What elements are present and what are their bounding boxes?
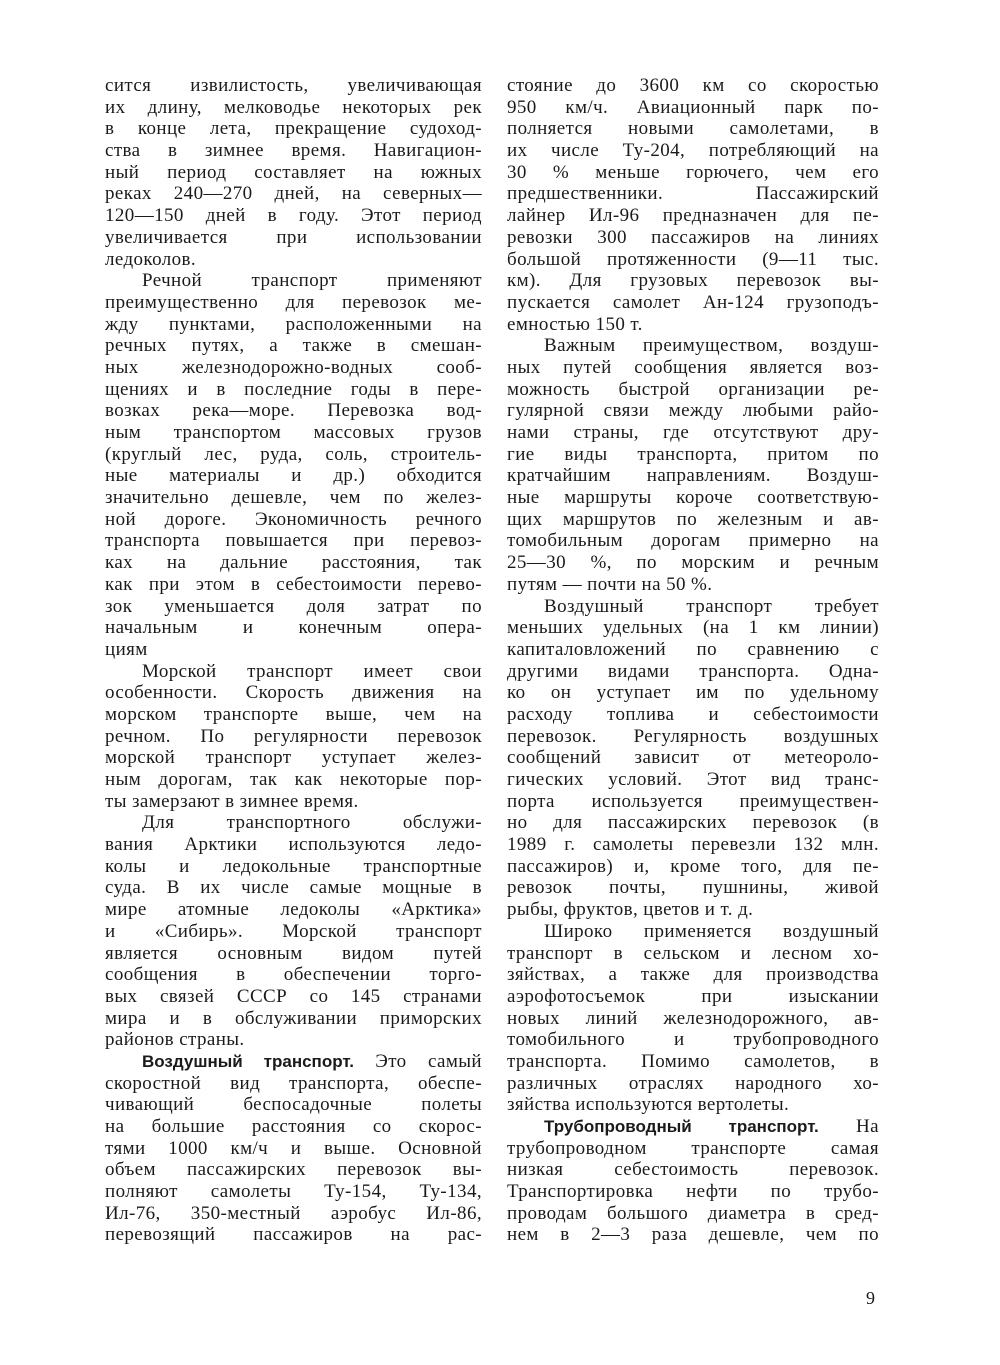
text-line xyxy=(507,1138,879,1160)
text-line xyxy=(105,704,482,726)
text-line xyxy=(105,726,482,748)
text-line xyxy=(105,856,482,878)
text-line xyxy=(105,552,482,574)
line-text: ты замерзают в зимнее время. xyxy=(105,790,359,812)
text-line xyxy=(507,769,879,791)
text-line xyxy=(507,1008,879,1030)
line-text: нем в 2—3 раза дешевле, чем по xyxy=(507,1224,879,1246)
line-text: нами страны, где отсутствуют дру- xyxy=(507,422,879,443)
line-text: можность быстрой организации ре- xyxy=(507,378,879,400)
text-line xyxy=(507,747,879,769)
line-text: 950 км/ч. Авиационный парк по- xyxy=(507,96,879,118)
text-line xyxy=(507,899,879,921)
text-line xyxy=(507,465,879,487)
text-line xyxy=(507,1203,879,1225)
text-line xyxy=(105,639,482,661)
text-line xyxy=(507,509,879,531)
line-text: сообщений зависит от метеороло- xyxy=(507,747,879,769)
text-line xyxy=(105,444,482,466)
text-line xyxy=(105,769,482,791)
text-line xyxy=(105,75,482,97)
text-line xyxy=(105,97,482,119)
line-text: полняется новыми самолетами, в xyxy=(507,118,879,140)
line-text: аэрофотосъемок при изыскании xyxy=(507,985,879,1007)
text-line xyxy=(105,335,482,357)
line-text: большой протяженности (9—11 тыс. xyxy=(507,248,879,270)
line-text: томобильного и трубопроводного xyxy=(507,1029,879,1051)
line-text: (круглый лес, руда, соль, строитель- xyxy=(105,443,482,465)
line-text: ледоколов. xyxy=(105,248,197,270)
line-text: путям — почти на 50 %. xyxy=(507,573,713,595)
line-text: Это самый xyxy=(353,1050,482,1072)
text-line xyxy=(105,465,482,487)
text-line xyxy=(105,1203,482,1225)
text-line xyxy=(105,986,482,1008)
line-text: предшественники. Пассажирский xyxy=(507,183,879,205)
line-text: перевозящий пассажиров на рас- xyxy=(105,1224,482,1246)
text-line xyxy=(105,1181,482,1203)
text-line xyxy=(105,509,482,531)
text-line xyxy=(507,1159,879,1181)
line-text: зяйствах, а также для производства xyxy=(507,964,879,986)
text-line xyxy=(507,986,879,1008)
line-text: зяйства используются вертолеты. xyxy=(507,1094,790,1116)
line-text: значительно дешевле, чем по желез- xyxy=(105,487,482,509)
text-line xyxy=(507,118,879,140)
line-text: вых связей СССР со 145 странами xyxy=(105,985,482,1007)
text-line xyxy=(105,661,482,683)
text-line xyxy=(507,1094,879,1116)
line-text: сообщения в обеспечении торго- xyxy=(105,964,482,986)
text-line xyxy=(105,530,482,552)
line-text: Речной транспорт применяют xyxy=(142,270,482,292)
text-line xyxy=(105,1116,482,1138)
line-text: их длину, мелководье некоторых рек xyxy=(105,96,482,118)
line-text: речном. По регулярности перевозок xyxy=(105,725,482,747)
text-line xyxy=(507,335,879,357)
text-column-right xyxy=(507,75,879,1246)
line-text: капиталовложений по сравнению с xyxy=(507,638,879,660)
line-text: преимущественно для перевозок ме- xyxy=(105,291,482,313)
line-text: морской транспорт уступает желез- xyxy=(105,747,482,769)
line-text: щих маршрутов по железным и ав- xyxy=(507,508,879,530)
text-line xyxy=(105,1224,482,1246)
line-text: На xyxy=(818,1116,879,1137)
line-text: меньших удельных (на 1 км линии) xyxy=(507,617,879,639)
line-text: вания Арктики используются ледо- xyxy=(105,834,482,856)
line-text: суда. В их числе самые мощные в xyxy=(105,877,482,899)
text-line xyxy=(105,1159,482,1181)
text-line xyxy=(507,1051,879,1073)
text-line xyxy=(507,1116,879,1138)
line-text: на большие расстояния со скорос- xyxy=(105,1116,482,1137)
line-text: 1989 г. самолеты перевезли 132 млн. xyxy=(507,834,879,856)
text-line xyxy=(105,682,482,704)
line-text: транспорт в сельском и лесном хо- xyxy=(507,942,879,964)
line-text: ным дорогам, так как некоторые пор- xyxy=(105,769,482,790)
text-line xyxy=(105,249,482,271)
text-line xyxy=(507,574,879,596)
line-text: Ил-76, 350-местный аэробус Ил-86, xyxy=(105,1202,482,1224)
text-line xyxy=(507,596,879,618)
line-text: является основным видом путей xyxy=(105,942,482,964)
line-text: порта используется преимуществен- xyxy=(507,790,879,812)
text-line xyxy=(105,314,482,336)
text-line xyxy=(105,292,482,314)
line-text: рыбы, фруктов, цветов и т. д. xyxy=(507,899,754,921)
text-line xyxy=(507,227,879,249)
line-text: ных железнодорожно-водных сооб- xyxy=(105,356,482,378)
line-text: трубопроводном транспорте самая xyxy=(507,1137,879,1159)
line-text: сится извилистость, увеличивающая xyxy=(105,75,482,96)
text-line xyxy=(507,834,879,856)
line-text: кратчайшим направлениям. Воздуш- xyxy=(507,465,879,487)
section-heading: Трубопроводный транспорт. xyxy=(544,1117,819,1136)
text-line xyxy=(105,574,482,596)
text-line xyxy=(507,856,879,878)
text-line xyxy=(507,530,879,552)
line-text: ных путей сообщения является воз- xyxy=(507,356,879,378)
line-text: ной дороге. Экономичность речного xyxy=(105,508,482,530)
line-text: зок уменьшается доля затрат по xyxy=(105,595,482,617)
text-line xyxy=(507,617,879,639)
line-text: расходу топлива и себестоимости xyxy=(507,703,879,725)
line-text: начальным и конечным опера- xyxy=(105,617,482,639)
text-line xyxy=(507,1029,879,1051)
line-text: проводам большого диаметра в сред- xyxy=(507,1202,879,1224)
line-text: томобильным дорогам примерно на xyxy=(507,530,879,552)
line-text: и «Сибирь». Морской транспорт xyxy=(105,920,482,942)
text-line xyxy=(105,921,482,943)
text-line xyxy=(105,964,482,986)
text-line xyxy=(507,1224,879,1246)
text-line xyxy=(507,444,879,466)
line-text: ный период составляет на южных xyxy=(105,161,482,183)
text-line xyxy=(105,877,482,899)
text-line xyxy=(507,97,879,119)
line-text: колы и ледокольные транспортные xyxy=(105,855,482,877)
line-text: как при этом в себестоимости перево- xyxy=(105,573,482,595)
line-text: ревозок почты, пушнины, живой xyxy=(507,877,879,899)
line-text: ках на дальние расстояния, так xyxy=(105,552,482,574)
line-text: ные материалы и др.) обходится xyxy=(105,465,482,487)
text-line xyxy=(105,1029,482,1051)
text-line xyxy=(507,943,879,965)
line-text: Для транспортного обслужи- xyxy=(142,812,482,834)
line-text: км). Для грузовых перевозок вы- xyxy=(507,270,879,292)
line-text: тями 1000 км/ч и выше. Основной xyxy=(105,1137,482,1159)
text-line xyxy=(105,834,482,856)
text-line xyxy=(507,726,879,748)
text-line xyxy=(105,487,482,509)
text-line xyxy=(105,899,482,921)
text-line xyxy=(507,1181,879,1203)
text-line xyxy=(507,964,879,986)
line-text: гулярной связи между любыми райо- xyxy=(507,400,879,422)
line-text: пускается самолет Ан-124 грузоподъ- xyxy=(507,291,879,313)
text-line xyxy=(507,400,879,422)
line-text: 120—150 дней в году. Этот период xyxy=(105,205,482,227)
line-text: Воздушный транспорт требует xyxy=(544,595,879,617)
text-line xyxy=(507,162,879,184)
line-text: скоростной вид транспорта, обеспе- xyxy=(105,1072,482,1094)
line-text: жду пунктами, расположенными на xyxy=(105,313,482,335)
text-line xyxy=(507,552,879,574)
text-line xyxy=(105,357,482,379)
text-line xyxy=(105,227,482,249)
text-line xyxy=(507,270,879,292)
line-text: низкая себестоимость перевозок. xyxy=(507,1159,879,1181)
line-text: речных путях, а также в смешан- xyxy=(105,335,482,357)
text-line xyxy=(105,596,482,618)
text-line xyxy=(507,292,879,314)
text-line xyxy=(105,400,482,422)
line-text: Важным преимуществом, воздуш- xyxy=(544,335,879,357)
text-line xyxy=(507,75,879,97)
text-line xyxy=(507,639,879,661)
line-text: ные маршруты короче соответствую- xyxy=(507,487,879,509)
line-text: в конце лета, прекращение судоход- xyxy=(105,118,482,140)
line-text: пассажиров) и, кроме того, для пе- xyxy=(507,855,879,877)
line-text: ным транспортом массовых грузов xyxy=(105,422,482,443)
text-line xyxy=(507,314,879,336)
line-text: морском транспорте выше, чем на xyxy=(105,703,482,725)
line-text: транспорта повышается при перевоз- xyxy=(105,530,482,552)
line-text: емностью 150 т. xyxy=(507,313,643,335)
text-line xyxy=(105,183,482,205)
line-text: мира и в обслуживании приморских xyxy=(105,1007,482,1029)
line-text: различных отраслях народного хо- xyxy=(507,1072,879,1094)
line-text: лайнер Ил-96 предназначен для пе- xyxy=(507,205,879,227)
line-text: объем пассажирских перевозок вы- xyxy=(105,1159,482,1181)
text-line xyxy=(507,357,879,379)
line-text: полняют самолеты Ту-154, Ту-134, xyxy=(105,1181,482,1203)
line-text: циям xyxy=(105,638,148,660)
line-text: стояние до 3600 км со скоростью xyxy=(507,75,879,96)
line-text: перевозок. Регулярность воздушных xyxy=(507,725,879,747)
line-text: новых линий железнодорожного, ав- xyxy=(507,1007,879,1029)
line-text: особенности. Скорость движения на xyxy=(105,682,482,704)
text-line xyxy=(507,205,879,227)
page-number: 9 xyxy=(866,1288,875,1308)
text-line xyxy=(507,661,879,683)
line-text: 30 % меньше горючего, чем его xyxy=(507,161,879,183)
text-line xyxy=(105,812,482,834)
text-line xyxy=(105,118,482,140)
text-line xyxy=(507,487,879,509)
text-line xyxy=(105,379,482,401)
section-heading: Воздушный транспорт. xyxy=(142,1051,354,1071)
text-line xyxy=(105,140,482,162)
line-text: увеличивается при использовании xyxy=(105,226,482,248)
line-text: Морской транспорт имеет свои xyxy=(142,660,482,682)
text-column-left xyxy=(105,75,482,1246)
line-text: гических условий. Этот вид транс- xyxy=(507,769,879,790)
line-text: другими видами транспорта. Одна- xyxy=(507,660,879,682)
line-text: возках река—море. Перевозка вод- xyxy=(105,400,482,422)
text-line xyxy=(105,1051,482,1073)
text-line xyxy=(105,791,482,813)
text-line xyxy=(105,162,482,184)
line-text: реках 240—270 дней, на северных— xyxy=(105,183,482,205)
line-text: мире атомные ледоколы «Арктика» xyxy=(105,899,482,921)
text-line xyxy=(105,422,482,444)
text-line xyxy=(507,921,879,943)
line-text: Широко применяется воздушный xyxy=(544,920,879,942)
text-line xyxy=(507,183,879,205)
line-text: ства в зимнее время. Навигацион- xyxy=(105,140,482,162)
line-text: но для пассажирских перевозок (в xyxy=(507,812,879,834)
line-text: районов страны. xyxy=(105,1029,245,1051)
line-text: щениях и в последние годы в пере- xyxy=(105,378,482,400)
text-line xyxy=(507,704,879,726)
text-line xyxy=(507,877,879,899)
line-text: чивающий беспосадочные полеты xyxy=(105,1094,482,1116)
line-text: ко он уступает им по удельному xyxy=(507,682,879,704)
text-line xyxy=(507,140,879,162)
text-line xyxy=(105,205,482,227)
text-line xyxy=(105,1138,482,1160)
text-line xyxy=(507,1073,879,1095)
text-line xyxy=(105,617,482,639)
line-text: их числе Ту-204, потребляющий на xyxy=(507,140,879,162)
text-line xyxy=(105,1094,482,1116)
text-line xyxy=(105,1008,482,1030)
line-text: гие виды транспорта, притом по xyxy=(507,443,879,465)
text-line xyxy=(105,270,482,292)
text-line xyxy=(105,747,482,769)
text-line xyxy=(507,682,879,704)
line-text: транспорта. Помимо самолетов, в xyxy=(507,1050,879,1072)
text-line xyxy=(507,791,879,813)
text-line xyxy=(105,1073,482,1095)
text-line xyxy=(507,249,879,271)
text-line xyxy=(507,422,879,444)
line-text: Транспортировка нефти по трубо- xyxy=(507,1181,879,1203)
line-text: ревозки 300 пассажиров на линиях xyxy=(507,226,879,248)
text-line xyxy=(507,812,879,834)
text-line xyxy=(105,943,482,965)
text-line xyxy=(507,379,879,401)
line-text: 25—30 %, по морским и речным xyxy=(507,552,879,574)
